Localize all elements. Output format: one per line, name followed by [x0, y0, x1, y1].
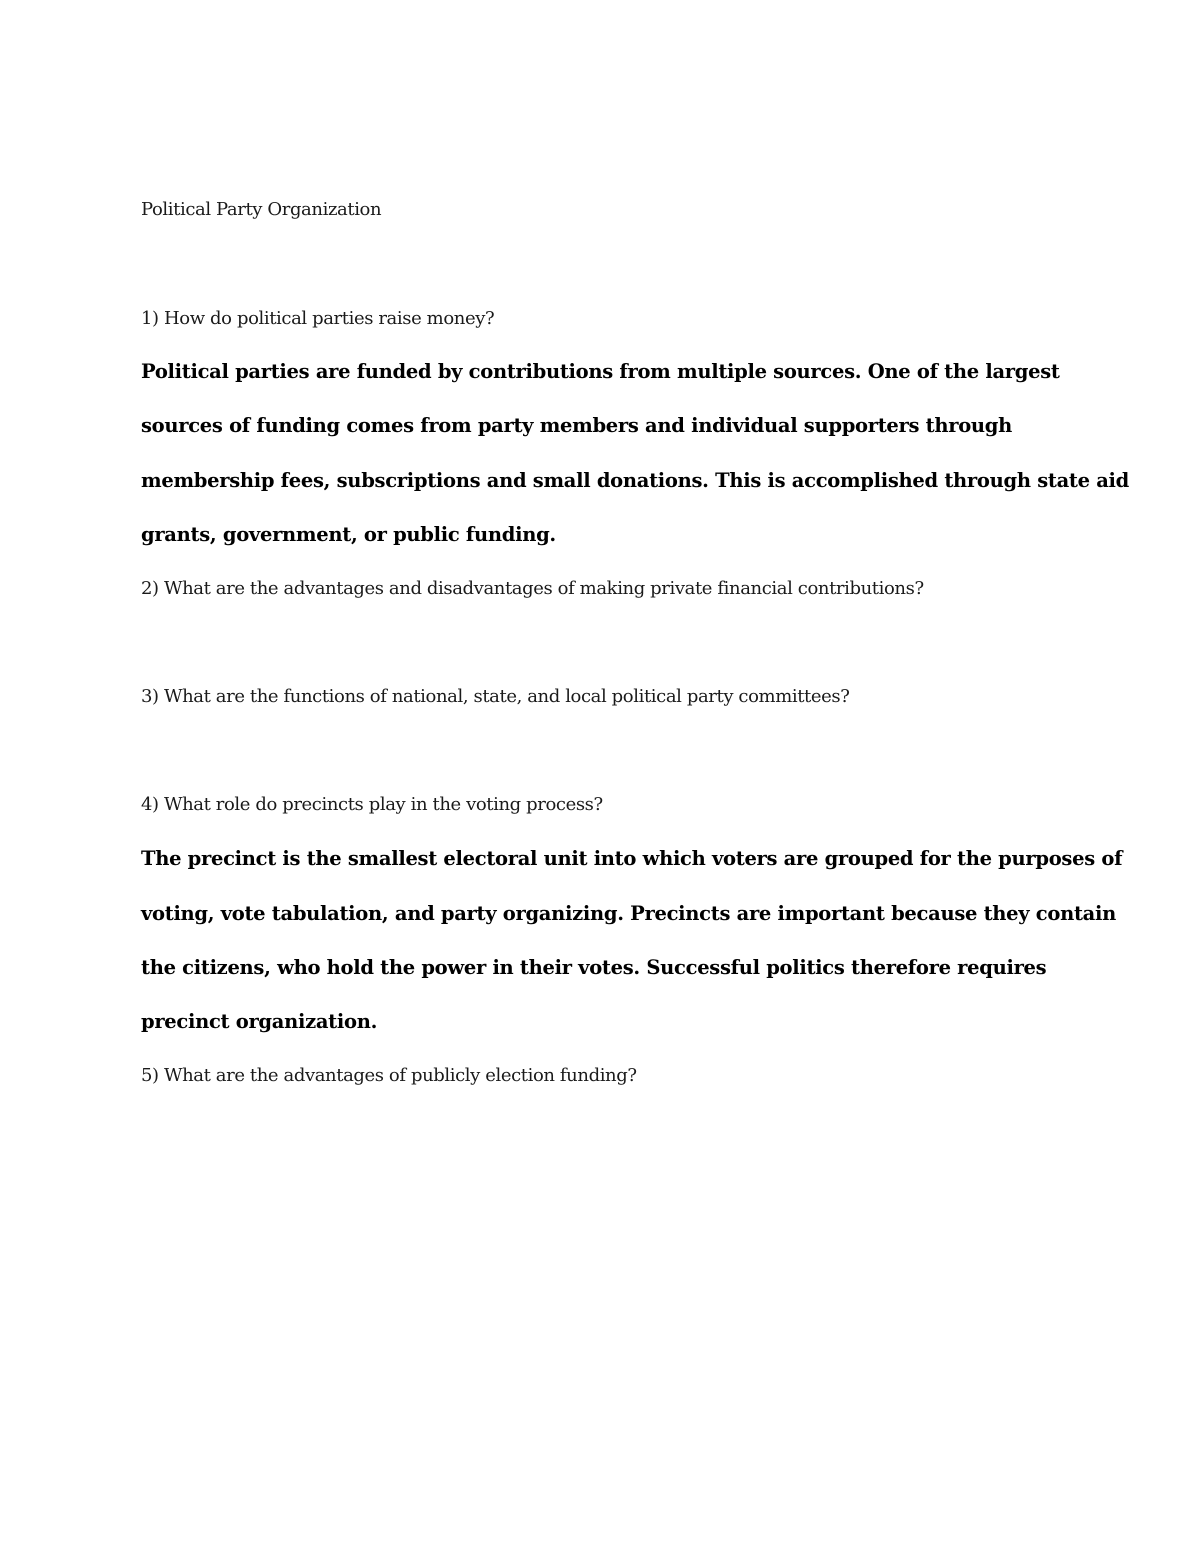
answer-1-line-3: membership fees, subscriptions and small donations. This is accomplished through state aid: [141, 469, 1129, 492]
answer-4-line-2: voting, vote tabulation, and party organizing. Precincts are important because they contain: [141, 902, 1116, 925]
question-3: 3) What are the functions of national, state, and local political party committees?: [141, 686, 850, 707]
answer-4-line-1: The precinct is the smallest electoral unit into which voters are grouped for the purposes of: [141, 847, 1123, 870]
answer-1-line-4: grants, government, or public funding.: [141, 523, 556, 546]
document-title: Political Party Organization: [141, 199, 382, 220]
question-4: 4) What role do precincts play in the voting process?: [141, 794, 603, 815]
answer-4-line-3: the citizens, who hold the power in their votes. Successful politics therefore requires: [141, 956, 1047, 979]
answer-4-line-4: precinct organization.: [141, 1010, 378, 1033]
question-2: 2) What are the advantages and disadvantages of making private financial contributions?: [141, 578, 924, 599]
answer-1-line-1: Political parties are funded by contributions from multiple sources. One of the largest: [141, 360, 1060, 383]
answer-1-line-2: sources of funding comes from party members and individual supporters through: [141, 414, 1013, 437]
question-5: 5) What are the advantages of publicly election funding?: [141, 1065, 637, 1086]
question-1: 1) How do political parties raise money?: [141, 308, 495, 329]
